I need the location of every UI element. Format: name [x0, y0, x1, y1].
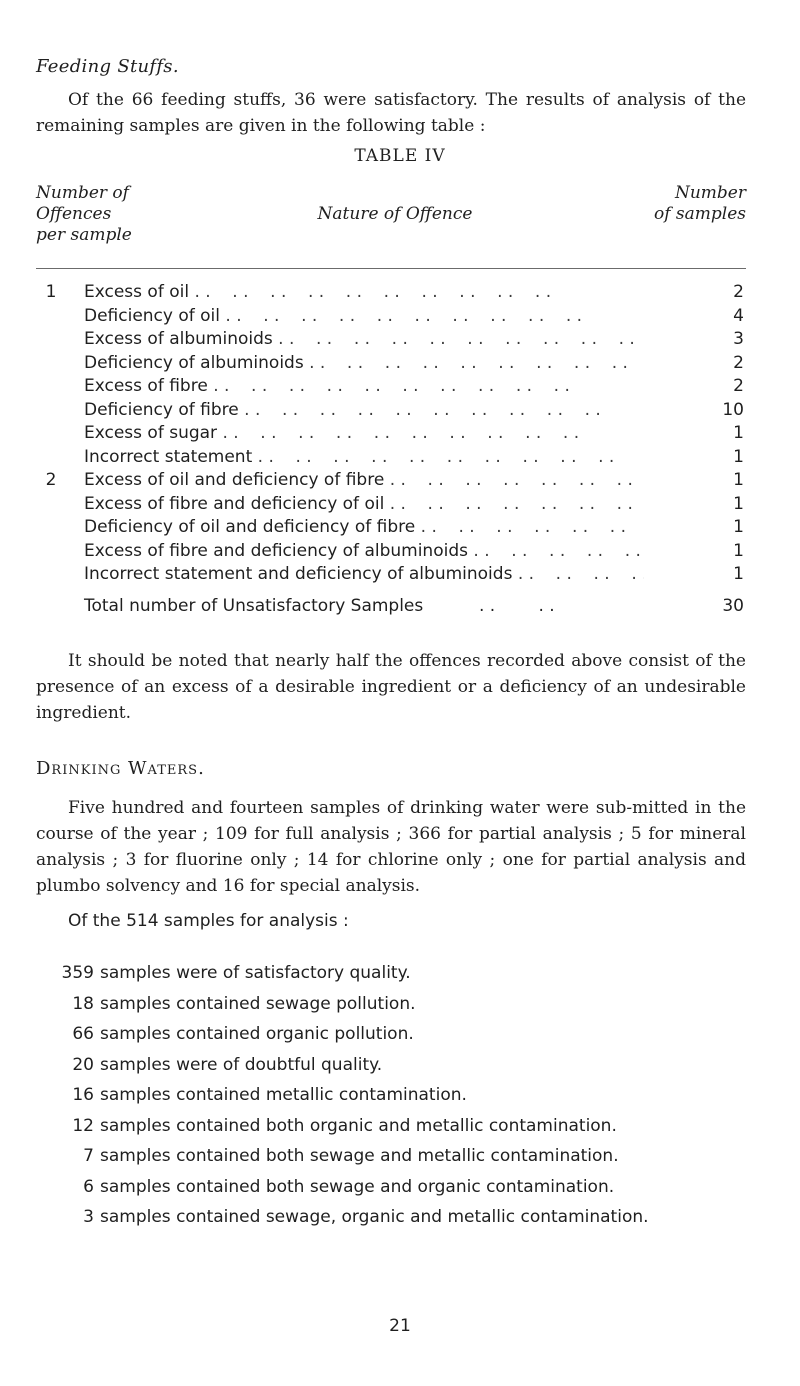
list-item: [0, 1019, 800, 1050]
offence-nature-cell: Excess of oil . .: [84, 281, 644, 305]
sample-count-cell: 1: [733, 540, 744, 561]
result-count: 18: [72, 993, 94, 1014]
result-count: 12: [72, 1115, 94, 1136]
table-row: [36, 446, 746, 470]
total-label: Total number of Unsatisfactory Samples: [84, 596, 424, 616]
column-header-offences-line1: Number of: [36, 183, 129, 203]
result-count: 66: [72, 1024, 94, 1044]
result-text: samples contained metallic contamination.: [100, 1085, 467, 1105]
list-item: [0, 1172, 800, 1203]
sample-count-cell: 1: [733, 564, 744, 584]
column-header-samples-line2: of samples: [653, 204, 746, 224]
sample-count-cell: 2: [733, 376, 744, 396]
result-text: samples were of satisfactory quality.: [100, 963, 411, 983]
table-row: [36, 305, 746, 329]
result-count: 7: [83, 1146, 94, 1166]
sample-count-cell: 1: [733, 446, 744, 467]
table-row: [36, 540, 746, 564]
offence-nature-cell: Excess of albuminoids . .: [84, 328, 644, 352]
column-header-samples: [600, 183, 746, 225]
result-count: 359: [61, 963, 94, 983]
sample-count-cell: 1: [733, 517, 744, 537]
feeding-stuffs-heading: Feeding Stuffs.: [36, 56, 179, 77]
table-row: [36, 516, 746, 540]
table-row: [36, 352, 746, 376]
result-text: samples contained both sewage and organic contamination.: [100, 1176, 615, 1197]
column-header-offences-line3: per sample: [36, 225, 132, 245]
column-header-offences: [36, 183, 132, 246]
list-item: [0, 1050, 800, 1081]
offences-per-sample-cell: 2: [45, 470, 57, 490]
offence-nature-cell: Excess of fibre and deficiency of oil . .: [84, 493, 644, 517]
offence-nature-cell: Excess of oil and deficiency of fibre . .: [84, 469, 644, 493]
table-row: [36, 493, 746, 517]
list-item: [0, 1080, 800, 1111]
result-text: samples contained organic pollution.: [100, 1024, 414, 1044]
total-leader-dots: . . . .: [479, 596, 555, 616]
column-header-samples-line1: Number: [674, 183, 746, 203]
result-count: 3: [83, 1207, 94, 1227]
result-text: samples contained sewage, organic and metallic contamination.: [100, 1207, 649, 1227]
offences-per-sample-cell: 1: [45, 282, 57, 302]
column-header-offences-line2: Offences: [36, 204, 112, 224]
sample-count-cell: 2: [733, 352, 744, 373]
table-row: [36, 422, 746, 446]
total-count: 30: [722, 596, 744, 616]
offence-nature-cell: Deficiency of fibre . .: [84, 399, 644, 423]
analysis-results-list: [0, 958, 800, 1233]
drinking-waters-heading: Drinking Waters.: [36, 758, 205, 779]
result-text: samples were of doubtful quality.: [100, 1054, 383, 1075]
offences-table: [36, 281, 746, 587]
sample-count-cell: 1: [733, 470, 744, 490]
result-count: 20: [72, 1054, 94, 1075]
sample-count-cell: 10: [722, 399, 744, 420]
feeding-intro-paragraph: Of the 66 feeding stuffs, 36 were satisfactory. The results of analysis of the remaining samples are given in the following table :: [36, 90, 746, 136]
list-item: [0, 1202, 800, 1233]
offence-nature-cell: Deficiency of oil . .: [84, 305, 644, 329]
offence-nature-cell: Deficiency of oil and deficiency of fibre . .: [84, 516, 644, 540]
offence-nature-cell: Incorrect statement and deficiency of albuminoids . .: [84, 563, 644, 587]
sample-count-cell: 4: [733, 305, 744, 326]
result-text: samples contained both sewage and metallic contamination.: [100, 1146, 619, 1166]
table-row: [36, 399, 746, 423]
sample-count-cell: 2: [733, 282, 744, 302]
table-row: [36, 328, 746, 352]
list-item: [0, 1141, 800, 1172]
column-header-nature: Nature of Offence: [317, 204, 473, 224]
table-title: TABLE IV: [354, 146, 446, 166]
sample-count-cell: 1: [733, 493, 744, 514]
list-item: [0, 1111, 800, 1142]
offence-nature-cell: Incorrect statement . .: [84, 446, 644, 470]
result-text: samples contained sewage pollution.: [100, 993, 416, 1014]
result-text: samples contained both organic and metallic contamination.: [100, 1115, 617, 1136]
drinking-waters-paragraph: Five hundred and fourteen samples of drinking water were sub-mitted in the course of the year ; 109 for full analysis ; 366 for partial analysis ; 5 for mineral analysis ; 3 for fluorine only ; 14 for chlorine only ; one for partial analysis and plumbo solvency and 16 for special analysis.: [36, 798, 746, 896]
result-count: 6: [83, 1176, 94, 1197]
offence-nature-cell: Excess of sugar . .: [84, 422, 644, 446]
sample-count-cell: 1: [733, 423, 744, 443]
offence-nature-cell: Deficiency of albuminoids . .: [84, 352, 644, 376]
offence-nature-cell: Excess of fibre . .: [84, 375, 644, 399]
table-row: [36, 469, 746, 493]
page-number: 21: [389, 1316, 411, 1336]
sample-count-cell: 3: [733, 329, 744, 349]
list-item: [0, 989, 800, 1020]
samples-analysis-intro: Of the 514 samples for analysis :: [68, 911, 349, 931]
table-row: [36, 375, 746, 399]
result-count: 16: [72, 1085, 94, 1105]
table-header-rule: [36, 268, 746, 269]
list-item: [0, 958, 800, 989]
table-row: [36, 281, 746, 305]
table-row: [36, 563, 746, 587]
offences-note-paragraph: It should be noted that nearly half the offences recorded above consist of the presence of an excess of a desirable ingredient or a deficiency of an undesirable ingredient.: [36, 651, 746, 723]
offence-nature-cell: Excess of fibre and deficiency of albuminoids . .: [84, 540, 644, 564]
